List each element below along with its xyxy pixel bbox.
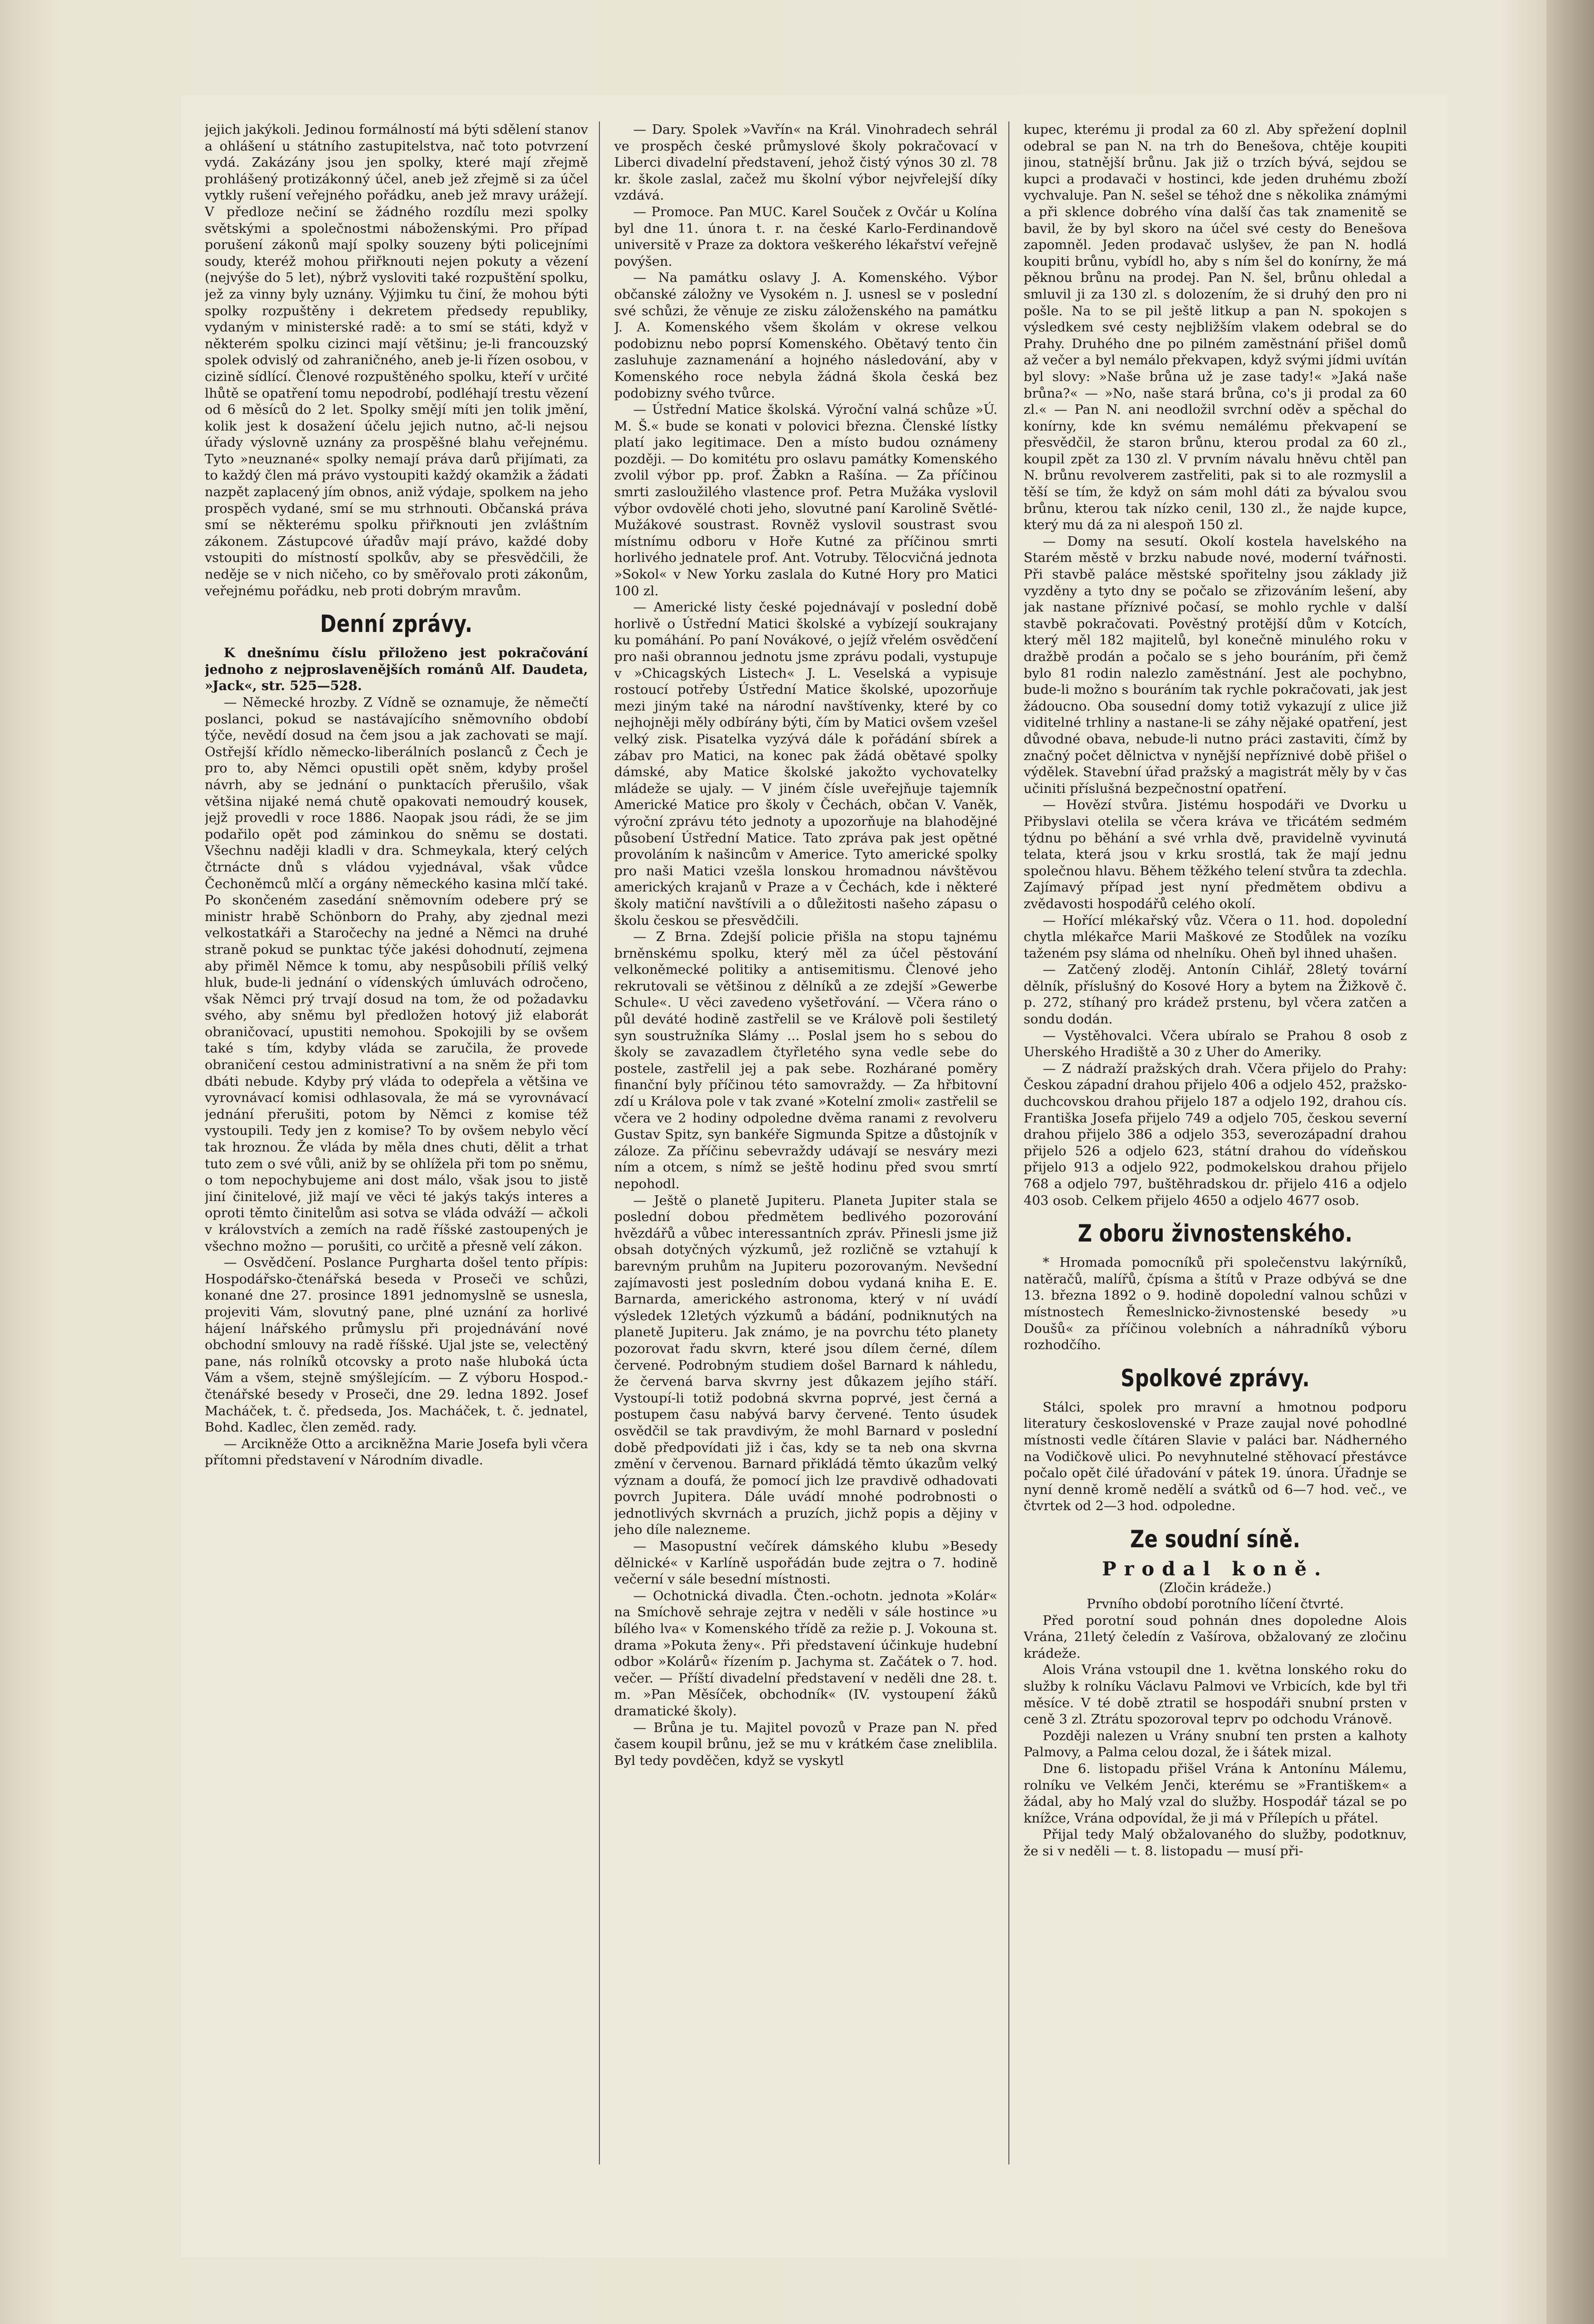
article-komensky: — Na památku oslavy J. A. Komenského. Výbor občanské záložny ve Vysokém n. J. usnesl se v poslední své schůzi, že věnuje ze zisku záloženského na památku J. A. Komenského všem školám v okrese velkou podobiznu nebo poprsí Komenského. Obětavý tento čin zasluhuje zaznamenání a hojného následování, aby v Komenského roce nebyla žádná škola česká bez podobizny svého tvůrce. [614, 270, 997, 401]
article-dary: — Dary. Spolek »Vavřín« na Král. Vinohradech sehrál ve prospěch české průmyslové školy pokračovací v Liberci divadelní představení, jehož čistý výnos 30 zl. 78 kr. škole zaslal, začež mu školní výbor nejvřelejší díky vzdává. [614, 122, 997, 203]
column-2 [614, 121, 997, 2169]
story-paragraph: Dne 6. listopadu přišel Vrána k Antonínu Málemu, rolníku ve Velkém Jenči, kterému se »Františkem« a žádal, aby ho Malý vzal do služby. Hospodář tázal se po knížce, Vrána odpovídal, že ji má v Přílepích u přátel. [1024, 1761, 1407, 1826]
article-bruna: — Brůna je tu. Majitel povozů v Praze pan N. před časem koupil brůnu, jež se mu v krátkém čase zneliblila. Byl tedy povděčen, když se vyskytl [614, 1720, 997, 1768]
column-1 [205, 121, 588, 2169]
story-subtitle: (Zločin krádeže.) [1159, 1580, 1272, 1595]
section-heading-spolkove: Spolkové zprávy. [1120, 1364, 1310, 1392]
article-ochotnicka-divadla: — Ochotnická divadla. Čten.-ochotn. jednota »Kolár« na Smíchově sehraje zejtra v neděli v sále hostince »u bílého lva« v Komenského třídě za režie p. J. Vokouna st. drama »Pokuta ženy«. Při představení účinkuje hudební odbor »Kolárů« řízením p. Jachyma st. Začátek o 7. hod. večer. — Příští divadelní představení v neděli dne 28. t. m. »Pan Měsíček, obchodník« (IV. vystoupení žáků dramatické školy). [614, 1588, 997, 1719]
article-horici-vuz: — Hořící mlékařský vůz. Včera o 11. hod. dopolední chytla mlékařce Marii Maškové ze Stodůlek na vozíku taženém psy sláma od nhelníku. Oheň byl ihned uhašen. [1024, 912, 1407, 961]
article-ustredni-matice: — Ústřední Matice školská. Výroční valná schůze »Ú. M. Š.« bude se konati v polovici března. Členské lístky platí jako legitimace. Den a místo budou oznámeny později. — Do komitétu pro oslavu památky Komenského zvolil výbor pp. prof. Žabkn a Rašína. — Za příčinou smrti zasloužilého vlastence prof. Petra Mužáka vyslovil výbor ovdovělé choti jeho, slovutné paní Karolině Světlé-Mužákové soustrast. Rovněž vyslovil soustrast svou místnímu odboru v Hoře Kutné za příčinou smrti horlivého jednatele prof. Ant. Votruby. Tělocvičná jednota »Sokol« v New Yorku zaslala do Kutné Hory pro Matici 100 zl. [614, 402, 997, 599]
section-heading-denni-zpravy: Denní zprávy. [320, 610, 473, 638]
article-masopustni-vecirek: — Masopustní večírek dámského klubu »Besedy dělnické« v Karlíně uspořádán bude zejtra o 7. hodině večerní v sále besední místnosti. [614, 1539, 997, 1587]
notice-supplement: K dnešnímu číslu přiloženo jest pokračování jednoho z nejproslavenějších románů Alf. Daudeta, »Jack«, str. 525—528. [205, 645, 588, 694]
story-title-prodal-kone: Prodal koně. [1102, 1557, 1329, 1580]
binding-edge [1546, 0, 1594, 2324]
article-zatceny-zlodej: — Zatčený zloděj. Antonín Cihlář, 28letý tovární dělník, příslušný do Kosové Hory a bytem na Žižkově č. p. 272, stíhaný pro krádež prstenu, byl včera zatčen a sondu dodán. [1024, 962, 1407, 1027]
column-rule [1008, 121, 1009, 2164]
story-paragraph: Před porotní soud pohnán dnes dopoledne Alois Vrána, 21letý čeledín z Vašírova, obžalovaný ze zločinu krádeže. [1024, 1613, 1407, 1661]
article-stalci: Stálci, spolek pro mravní a hmotnou podporu literatury československé v Praze zaujal nové pohodlné místnosti vedle čítáren Slavie v paláci bar. Nádherného na Vodičkově ulici. Po nevyhnutelné stěhovací přestávce počalo opět čilé úřadování v pátek 19. února. Úřadnje se nyní denně kromě nedělí a svátků od 6—7 hod. več., ve čtvrtek od 2—3 hod. odpoledne. [1024, 1399, 1407, 1514]
article-nadrazi: — Z nádraží pražských drah. Včera přijelo do Prahy: Českou západní drahou přijelo 406 a odjelo 452, pražsko-duchcovskou drahou přijelo 187 a odjelo 192, drahou cís. Františka Josefa přijelo 749 a odjelo 705, českou severní drahou přijelo 386 a odjelo 353, severozápadní drahou přijelo 526 a odjelo 623, státní drahou do vídeňskou přijelo 913 a odjelo 922, podmokelskou drahou přijelo 768 a odjelo 797, buštěhradskou dr. přijelo 416 a odjelo 403 osob. Celkem přijelo 4650 a odjelo 4677 osob. [1024, 1061, 1407, 1208]
article-arcikneze: — Arcikněže Otto a arcikněžna Marie Josefa byli včera přítomni představení v Národním divadle. [205, 1436, 588, 1468]
section-heading-soudni: Ze soudní síně. [1130, 1525, 1301, 1553]
article-promoce: — Promoce. Pan MUC. Karel Souček z Ovčár u Kolína byl dne 11. února t. r. na české Karlo-Ferdinandově universitě v Praze za doktora veškerého lékařství veřejně povýšen. [614, 204, 997, 269]
article-domy-na-sesuti: — Domy na sesutí. Okolí kostela havelského na Starém městě v brzku nabude nové, moderní tvářnosti. Při stavbě paláce městské spořitelny jsou základy již vyzděny a tyto dny se počalo se zřizováním lešení, aby jak nastane příznivé počasí, se mohlo rychle v další stavbě pokračovati. Pověstný protější dům v Kotcích, který měl 182 majitelů, byl konečně minulého roku v dražbě prodán a počalo se s jeho bouráním, při čemž bylo 81 rodin nalezlo zaměstnání. Jest ale pochybno, bude-li možno s bouráním tak rychle pokračovati, jak jest žádoucno. Oba sousední domy totiž vykazují z ulice již viditelné trhliny a nastane-li se záhy nějaké opatření, jest důvodné obava, nebude-li nutno práci zastaviti, čímž by značný počet dělnictva v nynější nepříznivé době přišel o výdělek. Stavební úřad pražský a magistrát měly by v čas učiniti příslušná bezpečnostní opatření. [1024, 533, 1407, 796]
article-hromada: * Hromada pomocníků při společenstvu lakýrníků, natěračů, malířů, čpísma a štítů v Praze odbývá se dne 13. března 1892 o 9. hodině dopolední valnou schůzi v místnostech Řemeslnicko-živnostenské besedy »u Doušů« za příčinou volebních a náhradníků výboru rozhodčího. [1024, 1255, 1407, 1353]
section-heading-zivnostensky: Z oboru živnostenského. [1077, 1220, 1353, 1248]
story-paragraph: Později nalezen u Vrány snubní ten prsten a kalhoty Palmovy, a Palma celou dozal, že i šátek mizal. [1024, 1728, 1407, 1760]
article-jupiter: — Ještě o planetě Jupiteru. Planeta Jupiter stala se poslední dobou předmětem bedlivého pozorování hvězdářů a vůbec interessantních zpráv. Přinesli jsme již obsah dotyčných výzkumů, jež rozličně se vztahují k barevným pruhům na Jupiteru pozorovaným. Nevšední zajímavosti jest posledním dobou vydaná kniha E. E. Barnarda, amerického astronoma, který v ní uvádí výsledek 12letých výzkumů a bádání, podniknutých na planetě Jupiteru. Jak známo, je na povrchu této planety pozorovat řadu skvrn, které jsou dílem černé, dílem červené. Podrobným studiem došel Barnard k náhledu, že červená barva skvrny jest důkazem jejího stáří. Vystoupí-li totiž podobná skvrna poprvé, jest černá a postupem času nabývá barvy červené. Tento úsudek osvědčil se tak pravdivým, že mohl Barnard v poslední době předpovídati již i čas, kdy se ta neb ona skvrna změní v červenou. Barnard přikládá těmto úkazům velký význam a doufá, že pomocí jich lze pravdivě odhadovati povrch Jupitera. Dále uvádí mnohé podrobnosti o jednotlivých skvrnách a pruzích, jichž popis a dějiny v jeho díle nalezneme. [614, 1192, 997, 1538]
story-paragraph: Alois Vrána vstoupil dne 1. května lonského roku do služby k rolníku Václavu Palmovi ve Vrbicích, kde byl tři měsíce. V té době ztratil se hospodáři snubní prsten v ceně 3 zl. Ztrátu spozoroval teprv po odchodu Vránově. [1024, 1662, 1407, 1727]
article-vystehovalci: — Vystěhovalci. Včera ubíralo se Prahou 8 osob z Uherského Hradiště a 30 z Uher do Ameriky. [1024, 1028, 1407, 1060]
article-bruna-continued: kupec, kterému ji prodal za 60 zl. Aby spřežení doplnil odebral se pan N. na trh do Benešova, chtěje koupiti jinou, statnější brůnu. Jak již o trzích bývá, sejdou se kupci a prodavači v hostinci, kde jeden druhému zboží vychvaluje. Pan N. sešel se téhož dne s několika známými a při sklence dobrého vína další čas tak znamenitě se bavil, že by byl skoro na účel své cesty do Benešova zapomněl. Jeden prodavač uslyšev, že pan N. hodlá koupiti brůnu, vybídl ho, aby s ním šel do konírny, že má pěknou brůnu na prodej. Pan N. šel, brůnu ohledal a smluvil ji za 130 zl. s dolozením, že si druhý den pro ni pošle. Na to se pil ještě litkup a pan N. spokojen s výsledkem své cesty nejbližším vlakem odebral se do Prahy. Druhého dne po pilném zaměstnání přišel domů až večer a byl nemálo překvapen, když svými jídmi uvítán byl slovy: »Naše brůna už je zase tady!« »Jaká naše brůna?« — »No, naše stará brůna, co's ji prodal za 60 zl.« — Pan N. ani neodložil svrchní oděv a spěchal do konírny, kde kn svému nemálému překvapení se přesvědčil, že staron brůnu, kterou prodal za 60 zl., koupil zpět za 130 zl. V prvním návalu hněvu chtěl pan N. brůnu revolverem zastřeliti, pak si to ale rozmyslil a těší se tím, že když on sám mohl dáti za bývalou svou brůnu, kterou tak nízko cenil, 130 zl., že najde kupce, který mu dá za ni alespoň 150 zl. [1024, 122, 1407, 533]
article-americke-listy: — Americké listy české pojednávají v poslední době horlivě o Ústřední Matici školské a vybízejí soukrajany ku pomáhání. Po paní Novákové, o jejíž vřelém osvědčení pro naši obrannou jednotu jsme zprávu podali, vystupuje v »Chicagských Listech« J. L. Veselská a vypisuje rostoucí potřeby Ústřední Matice školské, upozorňuje mezi jiným také na národní navštívenky, které by co nejhojněji měly odbírány býti, čím by Matici ovšem vzešel velký zisk. Pisatelka vyzývá dále k pořádání sbírek a zábav pro Matici, na konec pak žádá obětavé spolky dámské, aby Matice školské jakožto vychovatelky mládeže se ujaly. — V jiném čísle uveřejňuje tajemník Americké Matice pro školy v Čechách, občan V. Vaněk, výroční zprávu této jednoty a upozorňuje na blahodějné působení Ústřední Matice. Tato zpráva pak jest opětné provoláním k našincům v Americe. Tyto americké spolky pro naši Matici vzešla lonskou hromadnou návštěvou amerických krajanů v Praze a v Čechách, kde i některé školy matiční navštívili a o důležitosti našeho zápasu o školu českou se přesvědčili. [614, 600, 997, 928]
column-rule [599, 121, 600, 2164]
article-hovezi-stvura: — Hovězí stvůra. Jistému hospodáři ve Dvorku u Přibyslavi otelila se včera kráva ve třicátém sedmém týdnu po běhání a své vrhla dvě, pravidelně vyvinutá telata, která jsou v krku srostlá, tak že mají jednu společnou hlavu. Během těžkého telení stvůra ta zdechla. Zajímavý případ jest nyní předmětem obdivu a zvědavosti hospodářů celého okolí. [1024, 797, 1407, 912]
article-nemecke-hrozby: — Německé hrozby. Z Vídně se oznamuje, že němečtí poslanci, pokud se nastávajícího sněmovního období týče, nevědí dosud na čem jsou a jak zachovati se mají. Ostřejší křídlo německo-liberálních poslanců z Čech je pro to, aby Němci opustili opět sněm, kdyby prošel návrh, aby se jednání o punktacích přerušilo, však většina nijaké nemá chutě opakovati nemoudrý kousek, jejž provedli v roce 1886. Naopak jsou rádi, že se jim podařilo opět pod záminkou do sněmu se dostati. Všechnu naději kladli v dra. Schmeykala, který celých čtrnácte dnů s vládou vyjednával, však vůdce Čechoněmců mlčí a orgány německého kasina mlčí také. Po skončeném zasedání sněmovním odebere prý se ministr hrabě Schönborn do Prahy, aby zjednal mezi velkostatkáři a Staročechy na jedné a Němci na druhé straně pokud se punktac týče jakési dohodnutí, zejmena aby přiměl Němce k tomu, aby nespůsobili příliš velký hluk, bude-li jednání o vídenských úmluvách odročeno, však Němci prý trvají dosud na tom, že od požadavku svého, aby sněmu byl předložen hotový již elaborát obraničovací, upustiti nemohou. Spokojili by se ovšem také s tím, kdyby vláda se zaručila, že provede obraničení cestou administrativní a na sněm že při tom dbáti nebude. Kdyby prý vláda to odepřela a většina ve vyrovnávací komisi odhlasovala, že má se vyrovnávací jednání přerušiti, potom by Němci z komise též vystoupili. Tedy jen z komise? To by ovšem nebylo věcí tak hroznou. Že vláda by měla dnes chuti, dělit a trhat tuto zem o své vůli, aniž by se ohlížela při tom po sněmu, o tom nepochybujeme ani dost málo, však jsou to jistě jiní činitelové, již mají ve věci té jakýs takýs interes a oproti těmto činitelům asi sotva se vláda odváží — ačkoli v královstvích a zemích na radě říšské zastoupených je všechno možno — porušiti, co určitě a přesně velí zákon. [205, 695, 588, 1254]
article-z-brna: — Z Brna. Zdejší policie přišla na stopu tajnému brněnskému spolku, který měl za účel pěstování velkoněmecké politiky a antisemitismu. Členové jeho rekrutovali se většinou z dělníků a ze zdejší »Gewerbe Schule«. U věci zavedeno vyšetřování. — Včera ráno o půl deváté hodině zastřelil se ve Králově poli šestiletý syn soustružníka Slámy ... Poslal jsem ho s sebou do školy se zavazadlem čtyřletého syna vedle sebe do postele, zastřelil jej a pak sebe. Rozhárané poměry finanční byly příčinou této samovraždy. — Za hřbitovní zdí u Králova pole v tak zvané »Kotelní zmoli« zastřelil se včera ve 2 hodiny odpoledne dvěma ranami z revolveru Gustav Spitz, syn bankéře Sigmunda Spitze a důstojník v záloze. Za příčinu sebevraždy udávají se nesváry mezi ním a otcem, s nímž se ještě hodinu před svou smrtí nepohodl. [614, 929, 997, 1192]
story-session: Prvního období porotního líčení čtvrté. [1086, 1596, 1344, 1612]
article-osvedceni: — Osvědčení. Poslance Purghartа došel tento přípis: Hospodářsko-čtenářská beseda v Proseči ve schůzi, konané dne 27. prosince 1891 jednomyslně se usnesla, projeviti Vám, slovutný pane, plné uznání za horlivé hájení lnářského průmyslu při projednávání nové obchodní smlouvy na radě říšské. Ujal jste se, velectěný pane, nás rolníků otcovsky a proto naše hluboká úcta Vám a všem, stejně smýšlejícím. — Z výboru Hospod.-čtenářské besedy v Proseči, dne 29. ledna 1892. Josef Macháček, t. č. předseda, Jos. Macháček, t. č. jednatel, Bohd. Kadlec, člen zeměd. rady. [205, 1255, 588, 1435]
column-3 [1024, 121, 1407, 2169]
article-spolky-intro: jejich jakýkoli. Jedinou formálností má býti sdělení stanov a ohlášení u státního zastupitelstva, nač toto potvrzení vydá. Zakázány jsou jen spolky, které mají zřejmě prohlášený protizákonný účel, aneb jež zřejmě si za účel vytkly rušení veřejného pořádku, aneb jež mravy urážejí. V předloze nečiní se žádného rozdílu mezi spolky světskými a společnostmi náboženskými. Pro případ porušení zákonů mají spolky souzeny býti policejními soudy, kteréž mohou přiřknouti nejen pokuty a vězení (nejvýše do 5 let), nýbrž vysloviti také rozpuštění spolku, jež za vinny byly uznány. Výjimku tu činí, že mohou býti spolky rozpuštěny i dekretem předsedy republiky, vydaným v ministerské radě: a to smí se státi, když v některém spolku cizinci mají většinu; je-li francouzský spolek odvislý od zahraničného, aneb je-li řízen osobou, v cizině sídlící. Členové rozpuštěného spolku, kteří v určité lhůtě se opatření tomu nepodrobí, podléhají trestu vězení od 6 měsíců do 2 let. Spolky smějí míti jen tolik jmění, kolik jest k dosažení účelu jejich nutno, ač-li nejsou úřady výslovně uznány za prospěšné blahu veřejnému. Tyto »neuznané« spolky nemají práva darů přijímati, za to každý člen má právo vystoupiti každý okamžik a žádati nazpět zaplacený jím obnos, aniž výdaje, spolkem na jeho prospěch vydané, smí se mu strhnouti. Občanská práva smí se některému spolku přiřknouti jen zvláštním zákonem. Zástupcové úřadův mají právo, každé doby vstoupiti do místností spolkův, aby se přesvědčili, že neděje se v nich ničeho, co by směřovalo proti zákonům, veřejnému pořádku, neb proti dobrým mravům. [205, 122, 588, 599]
story-paragraph: Přijal tedy Malý obžalovaného do služby, podotknuv, že si v neděli — t. 8. listopadu — musí při- [1024, 1827, 1407, 1859]
